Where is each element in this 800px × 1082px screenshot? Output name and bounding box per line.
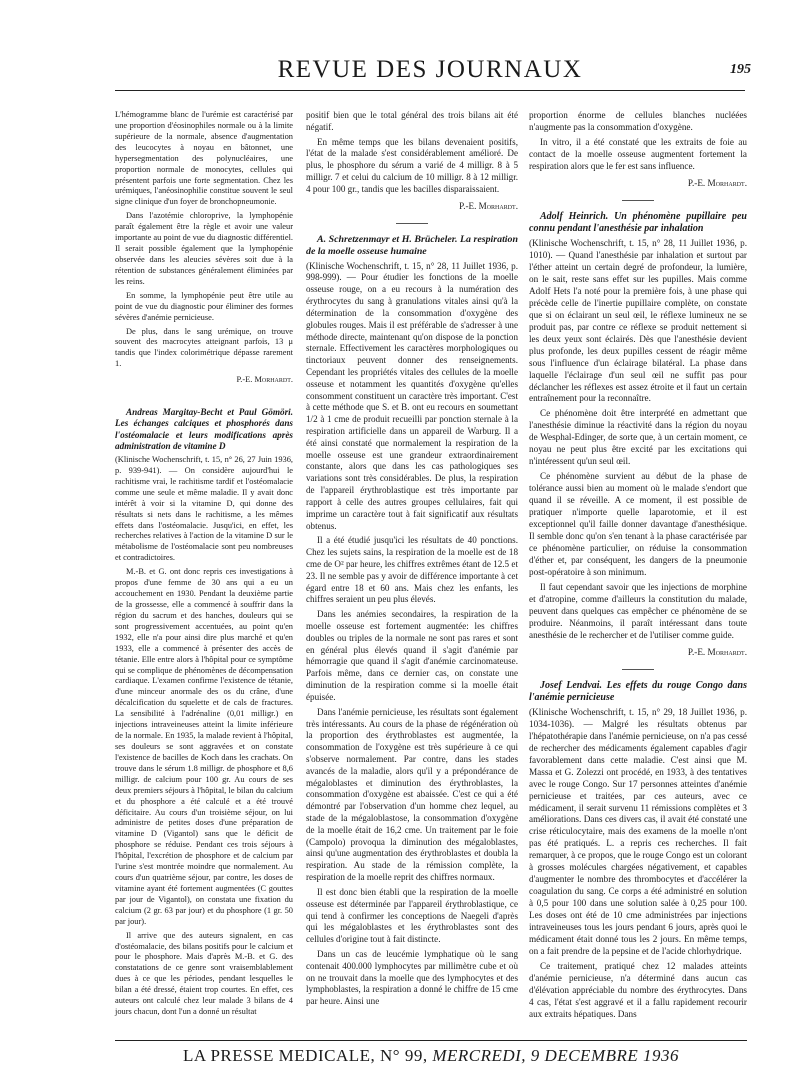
paragraph: De plus, dans le sang urémique, on trouve souvent des macrocytes atteignant parfois, 13 μ tandis que l'index colorimétrique dépasse rarement 1. <box>115 326 293 369</box>
journal-issue: LA PRESSE MEDICALE, N° 99, <box>182 1046 428 1065</box>
article-reference: (Klinische Wochenschrift, t. 15, n° 28, 11 Juillet 1936, p. 998-999). — Pour étudier les fonctions de la moelle osseuse rouge, on a eu recours à la numération des érythrocytes du sang à granulations vitales ainsi qu'à la détermination de la consommation d'oxygène des globules rouges. Mais il est préférable de s'adresser à une méthode directe, maintenant qu'on dispose de la ponction sternale. Effectivement les caractères morphologiques ou tinctoriaux peuvent donner des renseignements. Cependant les propriétés vitales des cellules de la moelle osseuse et notamment les quantités d'oxygène qu'elles consomment constituent un caractère très important. C'est à cette méthode que S. et B. ont eu recours en soumettant 1/2 à 1 cme de produit recueilli par ponction sternale à la respiration artificielle dans un appareil de Warburg. Il a été ainsi constaté que normalement la respiration de la moelle osseuse est une grandeur extraordinairement constante, alors que dans les cas pathologiques ses variations sont très considérables. De plus, la respiration de l'appareil érythroblastique est très importante par rapport à celle des autres groupes cellulaires, fait qui imprime un caractère tout à fait significatif aux résultats obtenus. <box>306 260 518 531</box>
article-title-text: Andreas Margitay-Becht et Paul Gömöri. Les échanges calciques et phosphorés dans l'ostéomalacie et leurs modifications après administration de vitamine D <box>115 407 293 451</box>
paragraph: L'hémogramme blanc de l'urémie est caractérisé par une proportion d'éosinophiles normale ou à la limite supérieure de la normale, absence d'augmentation des leucocytes à noyau en bâtonnet, une hypersegmentation des polynucléaires, une proportion normale de monocytes, cellules qui présentent parfois une forte segmentation. Chez les urémiques, l'anéosinophilie constitue souvent le seul signe clinique d'un foyer de bronchopneumonie. <box>115 110 293 207</box>
article-title: Adolf Heinrich. Un phénomène pupillaire peu connu pendant l'anesthésie par inhalation <box>529 210 747 234</box>
article-reference: (Klinische Wochenschrift, t. 15, n° 26, 27 Juin 1936, p. 939-941). — On considère aujourd'hui le rachitisme vrai, le rachitisme tardif et l'ostéomalacie comme une seule et même maladie. Il y avait donc intérêt à voir si la vitamine D, qui donne des résultats si nets dans le rachitisme, a les mêmes effets dans l'ostéomalacie. Jusqu'ici, en effet, les recherches relatives à l'action de la vitamine D sur le métabolisme de l'ostéomalacie sont peu nombreuses et contradictoires. <box>115 455 293 563</box>
article-reference: (Klinische Wochenschrift, t. 15, n° 29, 18 Juillet 1936, p. 1034-1036). — Malgré les résultats obtenus par l'hépatothérapie dans l'anémie pernicieuse, on n'a pas cessé de rechercher des médicaments également capables d'agir favorablement dans cette maladie. C'est ainsi que M. Massa et G. Zolezzi ont procédé, en 1933, à des tentatives avec le rouge Congo. Sur 17 personnes atteintes d'anémie pernicieuse et traitées, par ces auteurs, avec ce médicament, il serait survenu 11 rémissions complètes et 3 améliorations. Dans ces divers cas, il avait été constaté une crise réticulocytaire, mais des examens de la moelle n'ont pas été pratiqués. L. a repris ces recherches. Il fait remarquer, à ce propos, que le rouge Congo est un colorant à grosses molécules chargées négativement, et capables d'augmenter le nombre des thrombocytes et d'accélérer la coagulation du sang. Ce corps a été administré en solution à 0,5 pour 100 dans une solution salée à 0,25 pour 100. Les doses ont été de 10 cme administrées par injections intraveineuses tous les jours pendant 6 jours, après quoi le médicament était donné tous les 2 jours. En même temps, on a fait prendre de la pepsine et de l'acide chlorhydrique. <box>529 706 747 956</box>
author-signature: P.-E. Morhardt. <box>687 177 747 188</box>
column-2 <box>306 110 518 1011</box>
paragraph: Dans l'azotémie chloroprive, la lymphopénie paraît également être la règle et avoir une valeur importante au point de vue du diagnostic différentiel. Il serait possible également que la lymphopénie observée dans les aleucies sévères soit due à la rétention de substances généralement éliminées par les reins. <box>115 211 293 286</box>
paragraph: positif bien que le total général des trois bilans ait été négatif. <box>306 110 518 132</box>
separator <box>622 200 654 201</box>
author-signature: P.-E. Morhardt. <box>236 375 293 385</box>
column-1 <box>115 110 293 1021</box>
author-signature: P.-E. Morhardt. <box>687 646 747 657</box>
paragraph: proportion énorme de cellules blanches nucléées n'augmente pas la consommation d'oxygène. <box>529 110 747 132</box>
paragraph: En somme, la lymphopénie peut être utile au point de vue du diagnostic pour éliminer des formes sévères d'anémie pernicieuse. <box>115 290 293 322</box>
paragraph: Ce traitement, pratiqué chez 12 malades atteints d'anémie pernicieuse, n'a déterminé dans aucun cas d'élévation appréciable du nombre des érythrocytes. Dans 4 cas, l'état s'est aggravé et il a fallu rapidement recourir aux extraits hépatiques. Dans <box>529 960 747 1019</box>
page-number: 195 <box>730 62 751 77</box>
paragraph: Dans un cas de leucémie lymphatique où le sang contenait 400.000 lymphocytes par millimètre cube et où on ne trouvait dans la moelle que des lymphocytes et des lymphoblastes, la respiration a donné le chiffre de 15 cme par heure. Ainsi une <box>306 948 518 1007</box>
article-title: A. Schretzenmayr et H. Brücheler. La respiration de la moelle osseuse humaine <box>306 233 518 257</box>
paragraph: Dans les anémies secondaires, la respiration de la moelle osseuse est fortement augmentée: les chiffres doubles ou triples de la normale ne sont pas rares et sont en général plus élevés quand il s'agit d'anémie par hémorragie que quand il s'agit d'anémie carcinomateuse. Parfois même, dans ce dernier cas, on constate une diminution de la respiration comme si la moelle était épuisée. <box>306 609 518 702</box>
article-title <box>115 407 293 452</box>
article-title: Josef Lendvai. Les effets du rouge Congo dans l'anémie pernicieuse <box>529 679 747 703</box>
journal-section-title: REVUE DES JOURNAUX <box>277 56 583 83</box>
paragraph: M.-B. et G. ont donc repris ces investigations à propos d'une femme de 30 ans qui a eu un accouchement en 1930. Pendant la deuxième partie de la grossesse, elle a commencé à souffrir dans la région du sacrum et des hanches, douleurs qui se sont progressivement accentuées, au point qu'en 1932, elle n'a pour ainsi dire plus marché et qu'en 1933, elle a commencé à présenter des accès de tétanie. Elle entre alors à l'hôpital pour ce symptôme qui se complique de phénomènes de décompensation cardiaque. L'examen confirme l'existence de tétanie, d'une minceur anormale des os du crâne, d'une décalcification du squelette et de cals de fractures. La sensibilité à l'adrénaline (0,01 milligr.) en injections intraveineuses atteint la limite inférieure de la normale. En 1935, la malade revient à l'hôpital, ses douleurs se sont aggravées et on constate l'existence de bacilles de Koch dans les crachats. On trouve dans le sérum 1.8 milligr. de phosphore et 8,6 milligr. de calcium pour 100 gr. Au cours de ses deux premiers séjours à l'hôpital, le bilan du calcium et du phosphore a été calculé et a été trouvé déficitaire. Au cours d'un troisième séjour, on lui administre de petites doses d'une préparation de vitamine D (Vigantol) sans que le déficit de phosphore se réduise. Pendant ces trois séjours à l'hôpital, l'excrétion de phosphore et de calcium par l'urine s'est montrée moindre que normalement. Au cours d'un quatrième séjour, par contre, les doses de vitamine ayant été fortement augmentées (C gouttes par jour de Vigantol), on constata une fixation du calcium (2 gr. 63 par jour) et du phosphore (1 gr. 50 par jour). <box>115 567 293 926</box>
separator <box>622 669 654 670</box>
paragraph: Ce phénomène survient au début de la phase de tolérance aussi bien au moment où le malade s'endort que quand il se réveille. A ce moment, il est possible de pratiquer n'importe quelle laparotomie, et il est exceptionnel qu'il faille donner davantage d'anesthésique. Il semble donc qu'on s'en tenant à la phase caractérisée par ce phénomène particulier, on réduise la consommation d'éther et, par conséquent, les dangers de la pneumonie post-opératoire à son minimum. <box>529 471 747 577</box>
footer-text <box>115 1046 747 1066</box>
paragraph: En même temps que les bilans devenaient positifs, l'état de la malade s'est considérablement amélioré. De plus, le phosphore du sérum a varié de 4 milligr. 8 à 5 milligr. 7 et celui du calcium de 10 milligr. 8 à 12 milligr. 4 pour 100 gr., tandis que les bacilles disparaissaient. <box>306 136 518 194</box>
paragraph: Il est donc bien établi que la respiration de la moelle osseuse est déterminée par l'appareil érythroblastique, ce qui tend à confirmer les conceptions de Naegeli d'après qui les mégaloblastes et les érythroblastes sont des cellules d'origine tout à fait distincte. <box>306 886 518 945</box>
paragraph: Il arrive que des auteurs signalent, en cas d'ostéomalacie, des bilans positifs pour le calcium et pour le phosphore. Mais d'après M.-B. et G. des constatations de ce genre sont vraisemblablement dues à ce que les périodes, pendant lesquelles le bilan a été dressé, étaient trop courtes. En effet, ces auteurs ont calculé chez leur malade 3 bilans de 4 jours chacun, dont l'un a donné un résultat <box>115 930 293 1017</box>
author-signature: P.-E. Morhardt. <box>459 200 518 211</box>
header-rule <box>115 90 745 91</box>
paragraph: Il faut cependant savoir que les injections de morphine et d'atropine, comme d'ailleurs la constitution du malade, peuvent dans quelques cas empêcher ce phénomène de se produire. Néanmoins, il paraît intéressant dans toute anesthésie de le rechercher et de l'utiliser comme guide. <box>529 581 747 640</box>
paragraph: Dans l'anémie pernicieuse, les résultats sont également très intéressants. Au cours de la phase de régénération où la proportion des érythroblastes est augmentée, la consommation de l'oxygène est très supérieure à ce qui s'observe normalement. Par contre, dans les stades avancés de la maladie, alors qu'il y a prépondérance de mégaloblastes et diminution des érythroblastes, la consommation d'oxygène est abaissée. C'est ce qui a été démontré par l'observation d'un homme chez lequel, au stade de la mégaloblastose, la consommation d'oxygène de la moelle était de 16,2 cme. Un traitement par le foie (Campolo) provoqua la diminution des mégaloblastes, ainsi qu'une augmentation des érythroblastes et doubla la respiration. Au stade de la rémission complète, la respiration de la moelle reprit des chiffres normaux. <box>306 706 518 883</box>
article-reference: (Klinische Wochenschrift, t. 15, n° 28, 11 Juillet 1936, p. 1010). — Quand l'anesthésie par inhalation et surtout par l'éther atteint un certain degré de profondeur, la lumière, on le sait, reste sans effet sur les pupilles. Mais comme Adolf Hets l'a noté pour la première fois, à une phase qui précède celle de l'inertie pupillaire complète, on constate que si on éclairant un seul œil, le réflexe lumineux ne se produit pas, par contre ce réflexe se produit nettement si les deux yeux sont éclairés. Dès que l'anesthésie devient plus profonde, les deux pupilles cessent de réagir même sous l'influence d'un éclairage bilatéral. La phase dans laquelle l'éclairage d'un seul œil ne suffit pas pour déclancher les réflexes est assez étroite et il faut un certain entraînement pour la reconnaître. <box>529 238 747 404</box>
paragraph: In vitro, il a été constaté que les extraits de foie au contact de la moelle osseuse augmentent fortement la respiration alors que le fer est sans influence. <box>529 136 747 171</box>
column-3 <box>529 110 747 1024</box>
footer-rule <box>115 1040 747 1041</box>
paragraph: Il a été étudié jusqu'ici les résultats de 40 ponctions. Chez les sujets sains, la respiration de la moelle est de 18 cme de O² par heure, les chiffres extrêmes étant de 12.5 et 23. Il ne semble pas y avoir de différence importante à cet égard entre 18 et 60 ans. Mais chez les enfants, les chiffres seraient un peu plus élevés. <box>306 535 518 605</box>
page-footer <box>115 1040 747 1066</box>
paragraph: Ce phénomène doit être interprété en admettant que l'anesthésie diminue la réactivité dans la région du noyau de Wesphal-Edinger, de sorte que, à un certain moment, ce noyau ne peut plus être excité par les excitations qui n'intéressent qu'un seul œil. <box>529 408 747 467</box>
issue-date: MERCREDI, 9 DECEMBRE 1936 <box>432 1046 680 1065</box>
separator <box>396 223 428 224</box>
